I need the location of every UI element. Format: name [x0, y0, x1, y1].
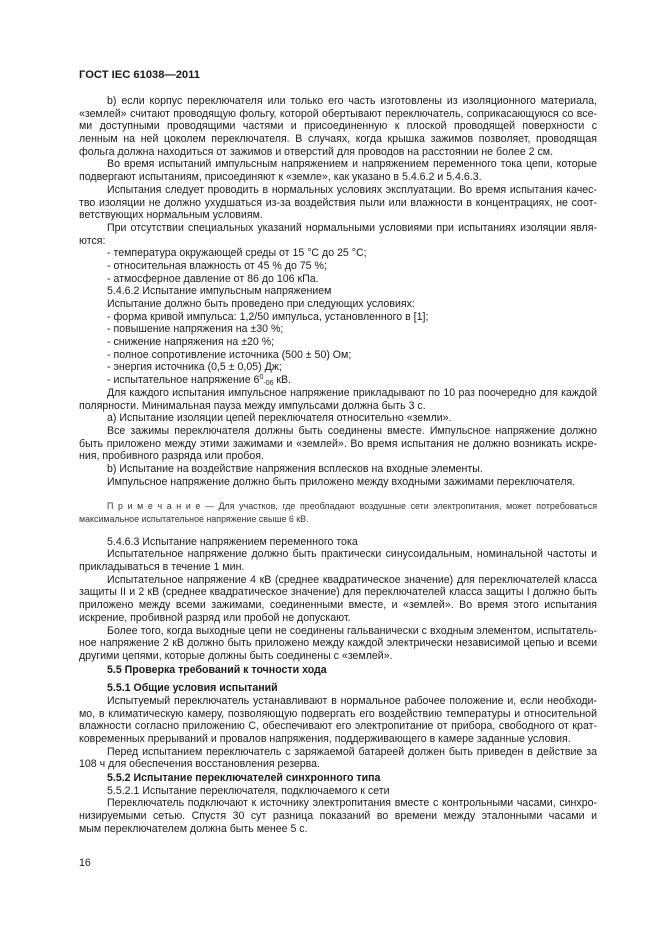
paragraph: [79, 574, 597, 625]
text-line: искрение, пробивной разряд или пробой не допускают.: [79, 611, 351, 624]
text-line: Импульсное напряжение должно быть приложено между входными зажимами переключателя.: [107, 475, 576, 488]
text-sub: -06: [263, 380, 274, 388]
paragraph: [79, 695, 597, 746]
text-line: [79, 374, 597, 387]
text-line: b) Испытание на воздействие напряжения всплесков на входные элементы.: [107, 462, 483, 475]
list-item: [79, 285, 597, 298]
text-line: быть приложено между этими зажимами и «землей». Во время испытания не должно возникать искре-: [79, 437, 597, 450]
text-line: подвергают испытаниям, присоединяют к «земле», как указано в 5.4.6.2 и 5.4.6.3.: [79, 171, 482, 184]
text-line: 5.4.6.3 Испытание напряжением переменного тока: [107, 535, 358, 548]
paragraph: [79, 797, 597, 835]
list-item: [79, 412, 597, 425]
text-line: Испытания следует проводить в нормальных условиях эксплуатации. Во время испытания качес-: [107, 183, 597, 196]
text-line: 108 ч для обеспечения восстановления резерва.: [79, 758, 320, 771]
paragraph: [79, 158, 597, 183]
list-item: [79, 536, 597, 549]
text-line: ветствующих нормальным условиям.: [79, 209, 263, 222]
text-line: 5.5.2 Испытание переключателей синхронного типа: [107, 772, 381, 785]
list-item: [79, 273, 597, 286]
text-line: «землей» считают проводящую фольгу, которой обертывают переключатель, соприкасающуюся со все-: [79, 107, 597, 120]
section-heading: [79, 682, 597, 695]
list-item: [79, 463, 597, 476]
text-line: 5.5.2.1 Испытание переключателя, подключаемого к сети: [107, 784, 390, 797]
list-item: [79, 336, 597, 349]
text-line: ленным на ней цоколем переключателя. В случаях, когда крышка зажимов позволяет, проводящая: [79, 133, 597, 146]
section-heading: [79, 664, 597, 677]
section-heading: [79, 772, 597, 785]
list-item: [79, 476, 597, 489]
list-item: [79, 311, 597, 324]
text-line: П р и м е ч а н и е — Для участков, где преобладают воздушные сети электропитания, может потребоваться: [107, 501, 597, 512]
text-line: - снижение напряжения на ±20 %;: [107, 336, 275, 349]
document-body: [79, 95, 597, 836]
paragraph: [79, 222, 597, 247]
text-line: ковременных прерываний и провалов напряжения, поддерживающего в камере заданные условия.: [79, 733, 571, 745]
text-line: Испытательное напряжение 4 кВ (среднее квадратическое значение) для переключателей класса: [107, 573, 597, 586]
text-line: Для каждого испытания импульсное напряжение прикладывают по 10 раз поочередно для каждой: [107, 386, 597, 399]
text-line: Переключатель подключают к источнику электропитания вместе с контрольными часами, синхро-: [107, 797, 597, 810]
list-item: [79, 247, 597, 260]
text-line: Во время испытаний импульсным напряжением и напряжением переменного тока цепи, которые: [107, 158, 597, 171]
text-line: При отсутствии специальных указаний нормальными условиями при испытаниях изоляции явля-: [107, 221, 597, 234]
text-pre: - испытательное напряжение 6: [107, 374, 260, 387]
page-number: 16: [79, 857, 91, 869]
paragraph: [79, 387, 597, 412]
text-line: - полное сопротивление источника (500 ± 50) Ом;: [107, 348, 352, 361]
text-line: - повышение напряжения на ±30 %;: [107, 323, 284, 336]
text-line: максимальное испытательное напряжение свыше 6 кВ.: [79, 514, 309, 524]
text-line: Испытательное напряжение должно быть практически синусоидальным, номинальной частоты и: [107, 548, 597, 561]
text-line: ются:: [79, 234, 106, 247]
text-line: ми доступными проводящими частями и присоединенную к плоской проводящей поверхности с: [79, 120, 597, 133]
text-line: Более того, когда выходные цепи не соединены гальванически с входным элементом, испытатель-: [107, 624, 597, 637]
paragraph: [79, 95, 597, 158]
text-line: мо, в климатическую камеру, позволяющую подвергать его воздействию температуры и относительной: [79, 707, 597, 720]
list-item: [79, 361, 597, 374]
text-line: низируемыми сетью. Спустя 30 сут разница показаний во времени между эталонными часами и: [79, 810, 597, 823]
text-line: - энергия источника (0,5 ± 0,05) Дж;: [107, 361, 282, 374]
paragraph: [79, 746, 597, 771]
text-line: а) Испытание изоляции цепей переключателя относительно «земли».: [107, 412, 452, 425]
paragraph: [79, 425, 597, 463]
text-line: - температура окружающей среды от 15 °С до 25 °С;: [107, 247, 367, 260]
text-line: b) если корпус переключателя или только его часть изготовлены из изоляционного материала,: [107, 95, 597, 107]
text-post: кВ.: [273, 374, 292, 387]
text-line: Испытуемый переключатель устанавливают в нормальное рабочее положение и, если необходи-: [107, 694, 597, 707]
text-line: полярности. Минимальная пауза между импульсами должна быть 3 с.: [79, 399, 426, 412]
note: [79, 500, 597, 525]
text-line: 5.4.6.2 Испытание импульсным напряжением: [107, 285, 332, 298]
text-line: 5.5.1 Общие условия испытаний: [107, 682, 278, 695]
text-line: тво изоляции не должно ухудшаться из-за воздействия пыли или влажности в концентрациях, не соот-: [79, 196, 597, 209]
text-line: - форма кривой импульса: 1,2/50 импульса, установленного в [1];: [107, 310, 429, 323]
text-line: Все зажимы переключателя должны быть соединены вместе. Импульсное напряжение должно: [107, 424, 597, 437]
text-line: - атмосферное давление от 86 до 106 кПа.: [107, 272, 319, 285]
text-line: 5.5 Проверка требований к точности хода: [107, 663, 327, 676]
paragraph: [79, 625, 597, 663]
list-item: [79, 298, 597, 311]
text-line: - относительная влажность от 45 % до 75 %;: [107, 259, 327, 272]
paragraph: [79, 374, 597, 387]
text-sup: 0: [259, 374, 264, 382]
text-line: Испытание должно быть проведено при следующих условиях:: [107, 298, 415, 310]
paragraph: [79, 548, 597, 573]
text-line: другими цепями, которые должны быть соединены с «землей».: [79, 649, 393, 662]
text-line: прикладываться в течение 1 мин.: [79, 561, 245, 574]
text-line: ное напряжение 2 кВ должно быть приложено между каждой электрически независимой цепью и всеми: [79, 637, 597, 650]
text-line: ния, пробивного разряда или пробоя.: [79, 450, 264, 463]
document-header: ГОСТ IEC 61038—2011: [79, 69, 200, 81]
list-item: [79, 785, 597, 798]
text-line: приложено между всеми зажимами, соединенными вместе, и «землей». Во время этого испытания: [79, 599, 597, 612]
text-line: мым переключателем должна быть менее 5 с.: [79, 822, 308, 835]
text-line: защиты II и 2 кВ (среднее квадратическое значение) для переключателей класса защиты I должно быть: [79, 586, 597, 599]
paragraph: [79, 184, 597, 222]
text-line: влажности согласно приложению С, обеспечивают его электропитание от прибора, свободного от крат-: [79, 720, 597, 733]
list-item: [79, 323, 597, 336]
list-item: [79, 260, 597, 273]
text-line: Перед испытанием переключатель с заряжаемой батареей должен быть приведен в действие за: [107, 745, 597, 758]
text-line: фольга должна находиться от зажимов и отверстий для проводов на расстоянии не более 2 см.: [79, 145, 554, 158]
list-item: [79, 349, 597, 362]
